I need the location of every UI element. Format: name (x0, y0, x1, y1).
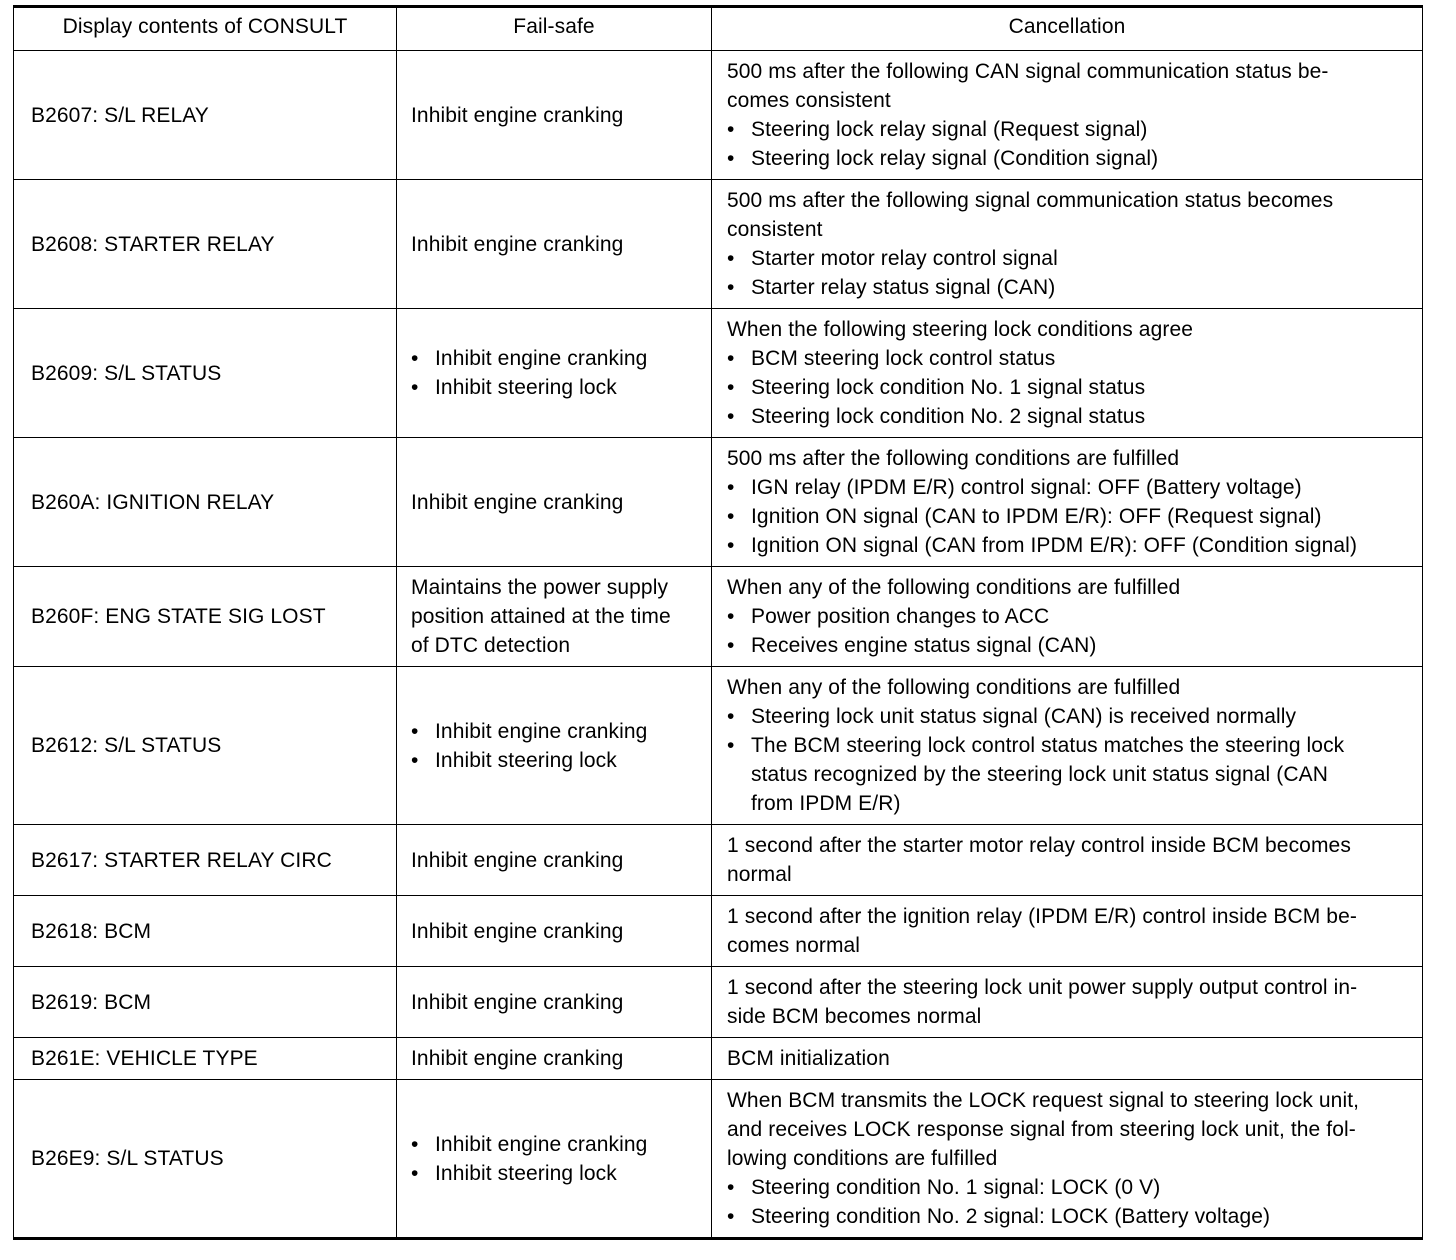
table-row (14, 567, 1423, 667)
dtc-code: B26E9: S/L STATUS (14, 1080, 397, 1239)
fail-safe-line: of DTC detection (411, 634, 571, 657)
cancellation-line: 1 second after the starter motor relay control inside BCM becomes (727, 834, 1351, 857)
fail-safe-line: position attained at the time (411, 605, 671, 628)
fail-safe-list (411, 344, 705, 402)
table-row (14, 667, 1423, 825)
fail-safe-text: Inhibit engine cranking (397, 180, 712, 309)
cancellation-item: • Power position changes to ACC (727, 602, 1416, 631)
fail-safe-text: Inhibit engine cranking (397, 896, 712, 967)
cancellation-list (727, 1173, 1416, 1231)
cancellation-line: When any of the following conditions are fulfilled (727, 576, 1181, 599)
table-row (14, 51, 1423, 180)
cancellation-line: consistent (727, 218, 823, 241)
fail-safe-cell (397, 567, 712, 667)
table-row (14, 180, 1423, 309)
cancellation-cell (712, 309, 1423, 438)
cancellation-item: • Steering condition No. 1 signal: LOCK (0 V) (727, 1173, 1416, 1202)
table-row (14, 438, 1423, 567)
cancellation-item: • Steering lock condition No. 2 signal status (727, 402, 1416, 431)
header-display-contents: Display contents of CONSULT (14, 7, 397, 51)
cancellation-item: • Starter relay status signal (CAN) (727, 273, 1416, 302)
cancellation-line: 1 second after the ignition relay (IPDM E/R) control inside BCM be- (727, 905, 1357, 928)
cancellation-line: comes normal (727, 934, 861, 957)
cancellation-cell (712, 51, 1423, 180)
dtc-code: B2607: S/L RELAY (14, 51, 397, 180)
fail-safe-line: Maintains the power supply (411, 576, 669, 599)
cancellation-item: • Steering lock relay signal (Condition signal) (727, 144, 1416, 173)
cancellation-line: When any of the following conditions are fulfilled (727, 676, 1181, 699)
dtc-code: B2617: STARTER RELAY CIRC (14, 825, 397, 896)
cancellation-line: BCM initialization (727, 1047, 890, 1070)
fail-safe-item: • Inhibit engine cranking (411, 344, 705, 373)
fail-safe-cell (397, 667, 712, 825)
cancellation-list (727, 344, 1416, 431)
cancellation-cell (712, 438, 1423, 567)
header-cancellation: Cancellation (712, 7, 1423, 51)
table-row (14, 1038, 1423, 1080)
dtc-code: B260A: IGNITION RELAY (14, 438, 397, 567)
cancellation-item: • BCM steering lock control status (727, 344, 1416, 373)
fail-safe-item: • Inhibit steering lock (411, 1159, 705, 1188)
fail-safe-item: • Inhibit steering lock (411, 746, 705, 775)
dtc-code: B260F: ENG STATE SIG LOST (14, 567, 397, 667)
cancellation-cell (712, 967, 1423, 1038)
cancellation-item-line: from IPDM E/R) (751, 792, 901, 815)
fail-safe-item: • Inhibit steering lock (411, 373, 705, 402)
table-header-row (14, 7, 1423, 51)
cancellation-item: • Steering lock unit status signal (CAN) is received normally (727, 702, 1416, 731)
fail-safe-text: Inhibit engine cranking (397, 1038, 712, 1080)
cancellation-line: and receives LOCK response signal from steering lock unit, the fol- (727, 1118, 1356, 1141)
cancellation-cell (712, 667, 1423, 825)
cancellation-line: 500 ms after the following CAN signal communication status be- (727, 60, 1329, 83)
cancellation-cell (712, 180, 1423, 309)
cancellation-cell (712, 1038, 1423, 1080)
table-row (14, 967, 1423, 1038)
cancellation-cell (712, 896, 1423, 967)
fail-safe-text: Inhibit engine cranking (397, 967, 712, 1038)
dtc-code: B2618: BCM (14, 896, 397, 967)
cancellation-item: • Steering lock condition No. 1 signal status (727, 373, 1416, 402)
cancellation-line: When the following steering lock conditions agree (727, 318, 1193, 341)
cancellation-cell (712, 825, 1423, 896)
cancellation-item-line: • The BCM steering lock control status matches the steering lock (751, 734, 1345, 757)
cancellation-item: • Steering condition No. 2 signal: LOCK (Battery voltage) (727, 1202, 1416, 1231)
fail-safe-cell (397, 309, 712, 438)
header-fail-safe: Fail-safe (397, 7, 712, 51)
fail-safe-text: Inhibit engine cranking (397, 825, 712, 896)
dtc-code: B2609: S/L STATUS (14, 309, 397, 438)
cancellation-line: 500 ms after the following signal communication status becomes (727, 189, 1334, 212)
cancellation-list (727, 702, 1416, 818)
fail-safe-list (411, 717, 705, 775)
cancellation-item: • Starter motor relay control signal (727, 244, 1416, 273)
cancellation-cell (712, 567, 1423, 667)
cancellation-item: • Ignition ON signal (CAN to IPDM E/R): OFF (Request signal) (727, 502, 1416, 531)
cancellation-list (727, 115, 1416, 173)
dtc-code: B2612: S/L STATUS (14, 667, 397, 825)
cancellation-list (727, 473, 1416, 560)
cancellation-line: 500 ms after the following conditions are fulfilled (727, 447, 1180, 470)
cancellation-line: lowing conditions are fulfilled (727, 1147, 998, 1170)
fail-safe-text: Inhibit engine cranking (397, 51, 712, 180)
cancellation-item: • IGN relay (IPDM E/R) control signal: OFF (Battery voltage) (727, 473, 1416, 502)
table-row (14, 309, 1423, 438)
cancellation-line: When BCM transmits the LOCK request signal to steering lock unit, (727, 1089, 1360, 1112)
cancellation-list (727, 602, 1416, 660)
cancellation-line: 1 second after the steering lock unit power supply output control in- (727, 976, 1358, 999)
cancellation-item-line: status recognized by the steering lock unit status signal (CAN (751, 763, 1328, 786)
dtc-code: B2619: BCM (14, 967, 397, 1038)
dtc-code: B2608: STARTER RELAY (14, 180, 397, 309)
table-row (14, 1080, 1423, 1239)
cancellation-item: • Steering lock relay signal (Request signal) (727, 115, 1416, 144)
cancellation-item: • Receives engine status signal (CAN) (727, 631, 1416, 660)
fail-safe-text: Inhibit engine cranking (397, 438, 712, 567)
cancellation-line: normal (727, 863, 792, 886)
cancellation-line: comes consistent (727, 89, 891, 112)
cancellation-cell (712, 1080, 1423, 1239)
table-row (14, 896, 1423, 967)
table-row (14, 825, 1423, 896)
fail-safe-list (411, 1130, 705, 1188)
cancellation-line: side BCM becomes normal (727, 1005, 982, 1028)
cancellation-list (727, 244, 1416, 302)
cancellation-item (727, 731, 1416, 818)
cancellation-item: • Ignition ON signal (CAN from IPDM E/R): OFF (Condition signal) (727, 531, 1416, 560)
dtc-failsafe-table (13, 5, 1423, 1240)
fail-safe-cell (397, 1080, 712, 1239)
fail-safe-item: • Inhibit engine cranking (411, 717, 705, 746)
fail-safe-item: • Inhibit engine cranking (411, 1130, 705, 1159)
dtc-code: B261E: VEHICLE TYPE (14, 1038, 397, 1080)
